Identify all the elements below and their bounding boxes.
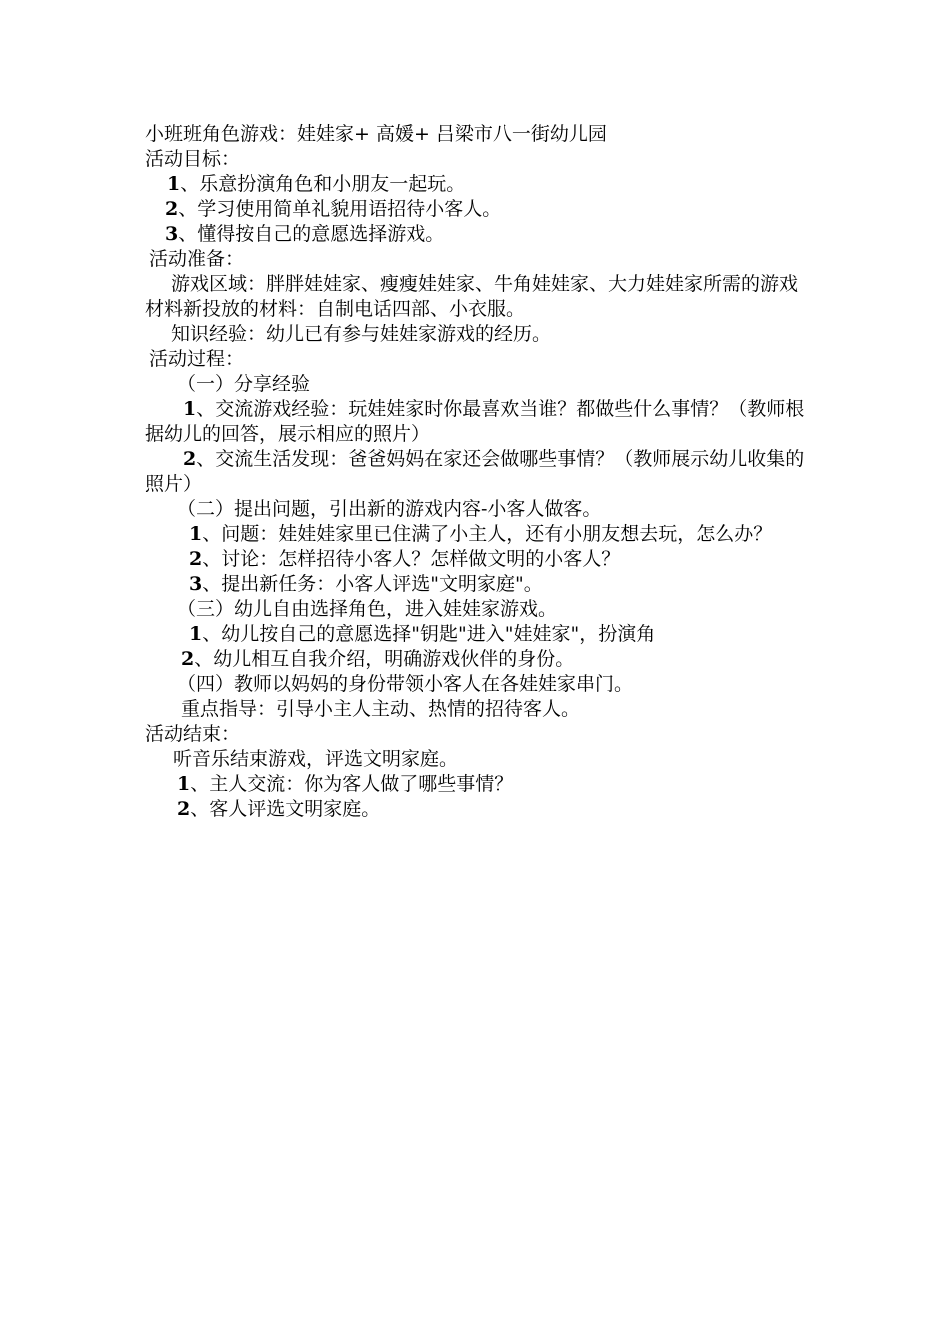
preparation-heading: 活动准备： <box>149 248 245 270</box>
step-number: 2 <box>183 448 197 470</box>
document-body <box>145 122 810 822</box>
step-number: 3 <box>189 573 203 595</box>
ending-number: 1 <box>177 773 191 795</box>
process-focus: 重点指导：引导小主人主动、热情的招待客人。 <box>181 698 581 720</box>
step-text: 、交流生活发现：爸爸妈妈在家还会做哪些事情？（教师展示幼儿收集的照片） <box>145 448 805 495</box>
ending-item <box>145 797 810 822</box>
goal-text: 、懂得按自己的意愿选择游戏。 <box>178 223 445 245</box>
goal-text: 、学习使用简单礼貌用语招待小客人。 <box>178 198 502 220</box>
ending-heading: 活动结束： <box>145 723 241 745</box>
step-text: 、讨论：怎样招待小客人？怎样做文明的小客人？ <box>202 548 621 570</box>
step-number: 1 <box>189 623 203 645</box>
step-number: 1 <box>183 398 197 420</box>
section-title: （一）分享经验 <box>177 373 311 395</box>
goal-item <box>145 222 810 247</box>
ending-intro: 听音乐结束游戏，评选文明家庭。 <box>173 748 459 770</box>
process-step <box>145 522 810 547</box>
goal-number: 1 <box>167 173 181 195</box>
goal-number: 3 <box>165 223 179 245</box>
step-text: 、交流游戏经验：玩娃娃家时你最喜欢当谁？都做些什么事情？（教师根据幼儿的回答，展示相应的照片） <box>145 398 805 445</box>
step-number: 1 <box>189 523 203 545</box>
goals-heading: 活动目标： <box>145 148 241 170</box>
step-text: 、幼儿按自己的意愿选择"钥匙"进入"娃娃家"，扮演角 <box>202 623 656 645</box>
process-step <box>145 572 810 597</box>
section-title: （三）幼儿自由选择角色，进入娃娃家游戏。 <box>177 598 558 620</box>
process-step <box>145 397 810 447</box>
step-text: 、问题：娃娃娃家里已住满了小主人，还有小朋友想去玩，怎么办？ <box>202 523 773 545</box>
step-number: 2 <box>181 648 195 670</box>
step-text: 、幼儿相互自我介绍，明确游戏伙伴的身份。 <box>194 648 575 670</box>
section-title: （二）提出问题，引出新的游戏内容-小客人做客。 <box>177 498 602 520</box>
ending-item <box>145 772 810 797</box>
goal-number: 2 <box>165 198 179 220</box>
preparation-area: 游戏区域：胖胖娃娃家、瘦瘦娃娃家、牛角娃娃家、大力娃娃家所需的游戏材料新投放的材料：自制电话四部、小衣服。 <box>145 273 799 320</box>
ending-number: 2 <box>177 798 191 820</box>
document-title: 小班班角色游戏：娃娃家+ 高媛+ 吕梁市八一街幼儿园 <box>145 123 607 145</box>
step-text: 、提出新任务：小客人评选"文明家庭"。 <box>202 573 543 595</box>
goal-item <box>145 172 810 197</box>
step-number: 2 <box>189 548 203 570</box>
process-step <box>145 622 810 647</box>
process-step <box>145 447 810 497</box>
process-step <box>145 647 810 672</box>
process-heading: 活动过程： <box>149 348 245 370</box>
ending-text: 、客人评选文明家庭。 <box>190 798 381 820</box>
goal-item <box>145 197 810 222</box>
ending-text: 、主人交流：你为客人做了哪些事情？ <box>190 773 514 795</box>
goal-text: 、乐意扮演角色和小朋友一起玩。 <box>180 173 466 195</box>
preparation-experience: 知识经验：幼儿已有参与娃娃家游戏的经历。 <box>171 323 552 345</box>
section-title: （四）教师以妈妈的身份带领小客人在各娃娃家串门。 <box>177 673 634 695</box>
process-step <box>145 547 810 572</box>
